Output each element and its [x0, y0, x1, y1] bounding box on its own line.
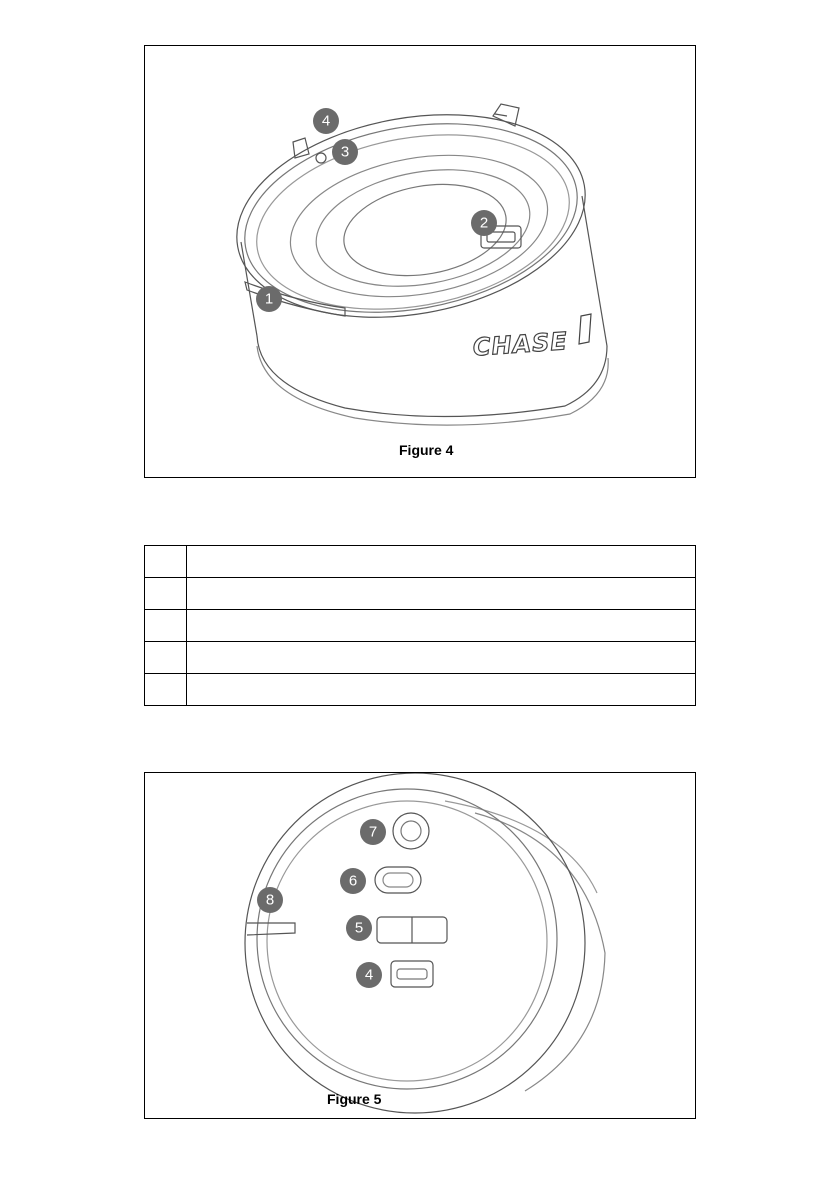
- callout-6: [340, 868, 366, 894]
- table-row: [145, 578, 696, 610]
- part-description: [187, 578, 696, 610]
- brand-mark: CHASE: [472, 327, 569, 362]
- parts-table: [144, 545, 696, 706]
- svg-text:6: 6: [348, 872, 358, 890]
- part-number: [145, 578, 187, 610]
- table-row: [145, 546, 696, 578]
- figure-5-illustration: [145, 773, 697, 1120]
- svg-text:4: 4: [364, 966, 374, 984]
- svg-text:7: 7: [368, 823, 378, 841]
- callout-5: [346, 915, 372, 941]
- part-description: [187, 610, 696, 642]
- part-number: [145, 642, 187, 674]
- callout-7: [360, 819, 386, 845]
- callout-3: [332, 139, 358, 165]
- figure-4-frame: [144, 45, 696, 478]
- figure-4-illustration: [145, 46, 697, 479]
- svg-text:8: 8: [265, 891, 275, 909]
- part-number: [145, 546, 187, 578]
- callout-4: [356, 962, 382, 988]
- callout-4: [313, 108, 339, 134]
- table-row: [145, 610, 696, 642]
- part-description: [187, 642, 696, 674]
- part-number: [145, 674, 187, 706]
- svg-text:1: 1: [264, 290, 274, 308]
- part-description: [187, 546, 696, 578]
- figure-5-caption: Figure 5: [327, 1091, 382, 1107]
- svg-text:4: 4: [321, 112, 331, 130]
- svg-text:3: 3: [340, 143, 350, 161]
- callout-8: [257, 887, 283, 913]
- part-description: [187, 674, 696, 706]
- callout-2: [471, 210, 497, 236]
- brand-logo-icon: [579, 314, 591, 344]
- table-row: [145, 642, 696, 674]
- callout-1: [256, 286, 282, 312]
- figure-4-caption: Figure 4: [399, 442, 454, 458]
- figure-5-frame: [144, 772, 696, 1119]
- part-number: [145, 610, 187, 642]
- table-row: [145, 674, 696, 706]
- svg-text:5: 5: [354, 919, 364, 937]
- svg-text:2: 2: [479, 214, 489, 232]
